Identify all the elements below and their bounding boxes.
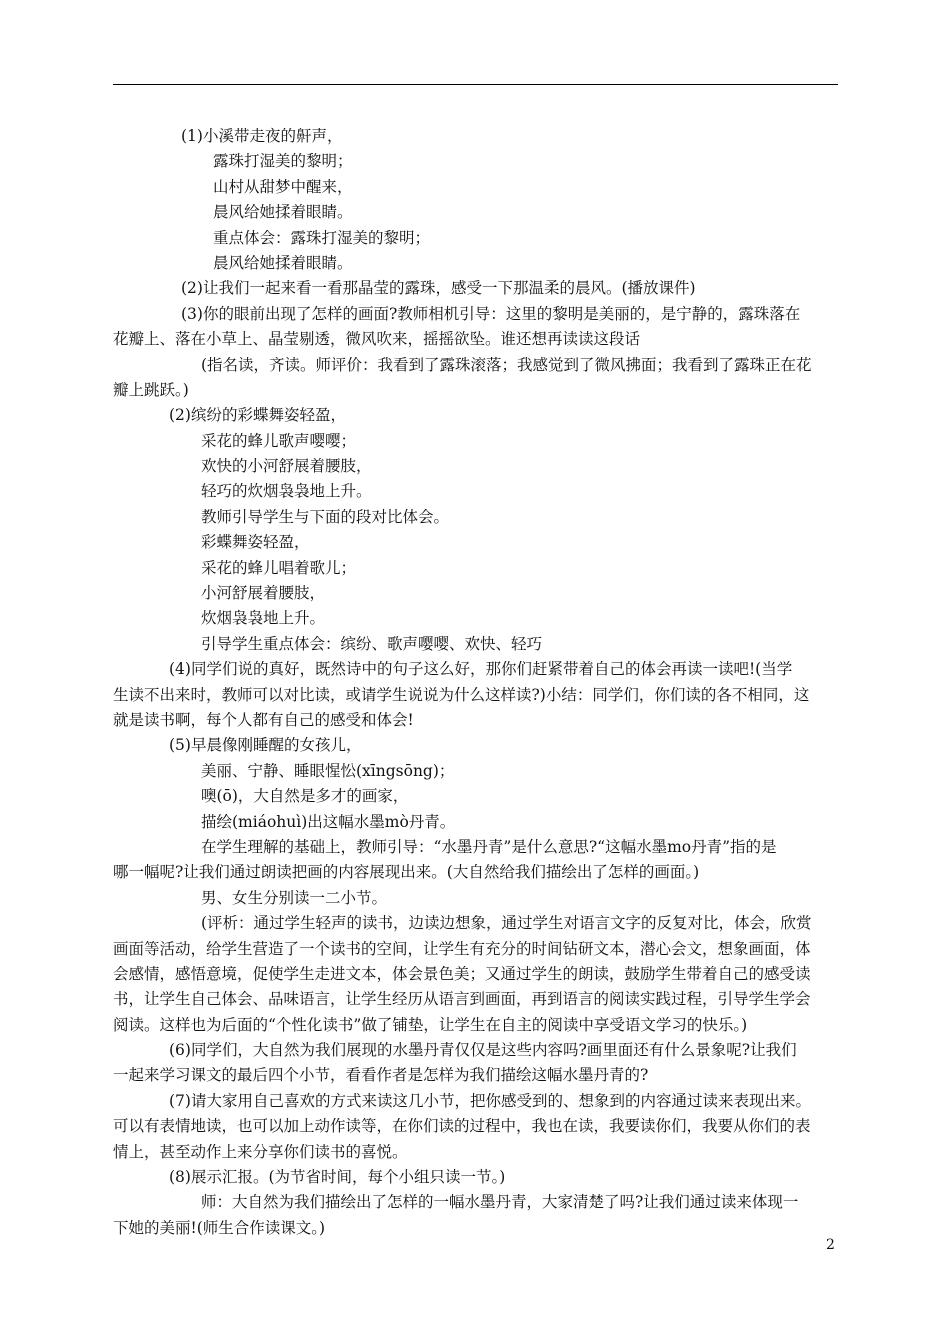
text-line: 花瓣上、落在小草上、晶莹剔透，微风吹来，摇摇欲坠。谁还想再读读这段话 [113, 330, 641, 349]
document-body [113, 124, 838, 1241]
text-line: 下她的美丽!(师生合作读课文。) [113, 1218, 326, 1237]
text-line: (2)让我们一起来看一看那晶莹的露珠，感受一下那温柔的晨风。(播放课件) [181, 279, 696, 298]
text-line: 会感情，感悟意境，促使学生走进文本，体会景色美；又通过学生的朗读，鼓励学生带着自己的感受读 [113, 964, 811, 983]
text-line: 生读不出来时，教师可以对比读，或请学生说说为什么这样读?)小结：同学们，你们读的各不相同，这 [113, 685, 810, 704]
text-line: 重点体会：露珠打湿美的黎明； [213, 228, 431, 247]
text-line: 采花的蜂儿唱着歌儿； [201, 558, 357, 577]
text-line: 晨风给她揉着眼睛。 [213, 253, 353, 272]
text-line: 美丽、宁静、睡眼惺忪(xīngsōng)； [201, 761, 455, 780]
text-line: 小河舒展着腰肢， [201, 584, 326, 603]
text-line: (6)同学们，大自然为我们展现的水墨丹青仅仅是这些内容吗?画里面还有什么景象呢?让我们 [169, 1041, 797, 1060]
text-line: (指名读，齐读。师评价：我看到了露珠滚落；我感觉到了微风拂面；我看到了露珠正在花 [201, 355, 812, 374]
text-line: 一起来学习课文的最后四个小节，看看作者是怎样为我们描绘这幅水墨丹青的? [113, 1066, 649, 1085]
text-line: 轻巧的炊烟袅袅地上升。 [201, 482, 372, 501]
text-line: 哪一幅呢?让我们通过朗读把画的内容展现出来。(大自然给我们描绘出了怎样的画面。) [113, 863, 700, 882]
text-line: 瓣上跳跃。) [113, 380, 189, 399]
text-line: 露珠打湿美的黎明； [213, 152, 353, 171]
text-line: 引导学生重点体会：缤纷、歌声嘤嘤、欢快、轻巧 [201, 634, 543, 653]
text-line: 炊烟袅袅地上升。 [201, 609, 326, 628]
text-line: (7)请大家用自己喜欢的方式来读这几小节，把你感受到的、想象到的内容通过读来表现出来。 [169, 1091, 811, 1110]
text-line: 欢快的小河舒展着腰肢， [201, 457, 372, 476]
text-line: 男、女生分别读一二小节。 [201, 888, 388, 907]
text-line: 书，让学生自己体会、品味语言，让学生经历从语言到画面，再到语言的阅读实践过程，引导学生学会 [113, 990, 811, 1009]
text-line: 在学生理解的基础上，教师引导：“水墨丹青”是什么意思?“这幅水墨mo丹青”指的是 [201, 837, 777, 856]
text-line: 描绘(miáohuì)出这幅水墨mò丹青。 [201, 812, 456, 831]
text-line: (8)展示汇报。(为节省时间，每个小组只读一节。) [169, 1168, 506, 1187]
text-line: (1)小溪带走夜的鼾声， [181, 127, 343, 145]
text-line: 画面等活动，给学生营造了一个读书的空间，让学生有充分的时间钻研文本，潜心会文，想象画面，体 [113, 939, 811, 958]
text-line: 可以有表情地读，也可以加上动作读等，在你们读的过程中，我也在读，我要读你们，我要从你们的表 [113, 1117, 811, 1136]
text-line: (4)同学们说的真好，既然诗中的句子这么好，那你们赶紧带着自己的体会再读一读吧!(当学 [169, 660, 793, 679]
text-line: (3)你的眼前出现了怎样的画面?教师相机引导：这里的黎明是美丽的，是宁静的，露珠落在 [181, 304, 801, 323]
text-line: 就是读书啊，每个人都有自己的感受和体会! [113, 710, 414, 729]
text-line: 情上，甚至动作上来分享你们读书的喜悦。 [113, 1142, 408, 1161]
text-line: 阅读。这样也为后面的“个性化读书”做了铺垫，让学生在自主的阅读中享受语文学习的快乐。) [113, 1015, 748, 1034]
text-line: 教师引导学生与下面的段对比体会。 [201, 507, 450, 526]
text-line: 师：大自然为我们描绘出了怎样的一幅水墨丹青，大家清楚了吗?让我们通过读来体现一 [201, 1193, 799, 1212]
text-line: 噢(ō)，大自然是多才的画家， [201, 787, 409, 806]
text-line: (2)缤纷的彩蝶舞姿轻盈， [169, 406, 346, 425]
page-number: 2 [826, 1237, 835, 1253]
text-line: 采花的蜂儿歌声嘤嘤； [201, 431, 357, 450]
header-rule [113, 84, 838, 85]
text-line: (5)早晨像刚睡醒的女孩儿， [169, 736, 362, 755]
text-line: (评析：通过学生轻声的读书，边读边想象，通过学生对语言文字的反复对比，体会，欣赏 [201, 914, 812, 933]
text-line: 山村从甜梦中醒来， [213, 177, 353, 196]
text-line: 晨风给她揉着眼睛。 [213, 203, 353, 222]
text-line: 彩蝶舞姿轻盈， [201, 533, 310, 552]
